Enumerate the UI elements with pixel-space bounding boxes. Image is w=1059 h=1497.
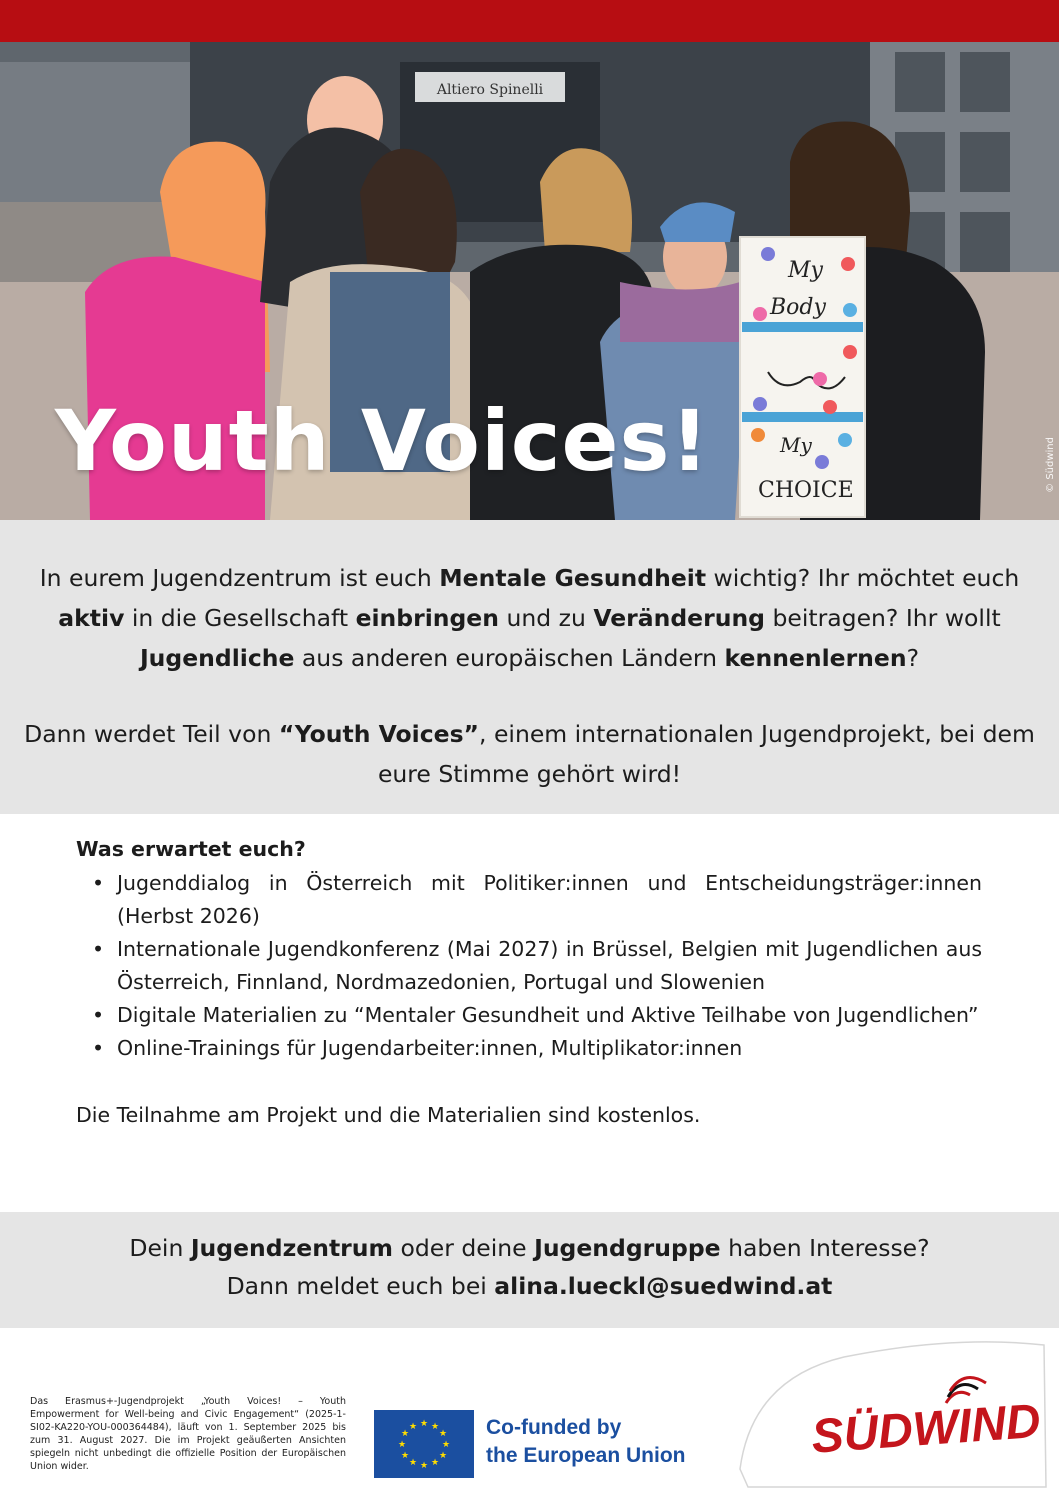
list-item: • Digitale Materialien zu “Mentaler Gesundheit und Aktive Teilhabe von Jugendlichen” bbox=[76, 999, 982, 1032]
intro-text: , einem internationalen Jugendprojekt, bei dem eure Stimme gehört wird! bbox=[377, 720, 1035, 788]
intro-bold: einbringen bbox=[355, 604, 499, 632]
hero-photo bbox=[0, 42, 1059, 520]
contact-bold: Jugendzentrum bbox=[190, 1234, 393, 1262]
intro-bold: aktiv bbox=[58, 604, 125, 632]
intro-bold: Veränderung bbox=[593, 604, 765, 632]
eu-text-line-1: Co-funded by bbox=[486, 1416, 622, 1439]
expectations-list bbox=[76, 867, 982, 1065]
svg-text:★: ★ bbox=[400, 1451, 410, 1461]
list-item: • Online-Trainings für Jugendarbeiter:innen, Multiplikator:innen bbox=[76, 1032, 982, 1065]
svg-text:★: ★ bbox=[400, 1429, 410, 1439]
list-item: • Jugenddialog in Österreich mit Politiker:innen und Entscheidungsträger:innen (Herbst 2026) bbox=[76, 867, 982, 933]
sign-text-my: My bbox=[788, 258, 823, 283]
suedwind-logo bbox=[734, 1339, 1048, 1489]
expectations-heading: Was erwartet euch? bbox=[76, 837, 306, 861]
intro-text: wichtig? Ihr möchtet euch bbox=[706, 564, 1020, 592]
contact-line-1 bbox=[0, 1229, 1059, 1267]
eu-flag-icon bbox=[374, 1410, 474, 1478]
intro-paragraph-1 bbox=[20, 520, 1040, 678]
svg-text:★: ★ bbox=[441, 1440, 451, 1450]
expectations-section bbox=[76, 833, 982, 1132]
contact-email-link[interactable]: alina.lueckl@suedwind.at bbox=[494, 1272, 833, 1300]
contact-panel bbox=[0, 1212, 1059, 1328]
list-item: • Internationale Jugendkonferenz (Mai 2027) in Brüssel, Belgien mit Jugendlichen aus Österreich, Finnland, Nordmazedonien, Portugal und Slowenien bbox=[76, 933, 982, 999]
svg-text:★: ★ bbox=[419, 1461, 429, 1471]
intro-text: und zu bbox=[498, 604, 594, 632]
intro-paragraph-2 bbox=[20, 678, 1040, 794]
hero-title: Youth Voices! bbox=[55, 392, 710, 490]
contact-text: haben Interesse? bbox=[720, 1234, 930, 1262]
svg-text:★: ★ bbox=[430, 1458, 440, 1468]
intro-bold: Mentale Gesundheit bbox=[439, 564, 707, 592]
sign-text-my-2: My bbox=[780, 433, 812, 457]
intro-bold: Jugendliche bbox=[139, 644, 295, 672]
contact-bold: Jugendgruppe bbox=[534, 1234, 721, 1262]
svg-text:★: ★ bbox=[419, 1419, 429, 1429]
svg-text:★: ★ bbox=[430, 1422, 440, 1432]
sign-text-choice: CHOICE bbox=[758, 478, 854, 503]
svg-text:★: ★ bbox=[438, 1451, 448, 1461]
contact-line-2 bbox=[0, 1267, 1059, 1305]
photo-credit: © Südwind bbox=[1045, 437, 1056, 493]
svg-text:★: ★ bbox=[408, 1422, 418, 1432]
svg-text:★: ★ bbox=[397, 1440, 407, 1450]
svg-text:SÜDWIND: SÜDWIND bbox=[809, 1394, 1043, 1464]
eu-cofunded-text bbox=[486, 1414, 686, 1470]
contact-text: Dann meldet euch bei bbox=[226, 1272, 495, 1300]
building-sign: Altiero Spinelli bbox=[436, 82, 544, 98]
svg-text:★: ★ bbox=[408, 1458, 418, 1468]
svg-text:★: ★ bbox=[438, 1429, 448, 1439]
intro-text: Dann werdet Teil von bbox=[24, 720, 279, 748]
intro-bold: “Youth Voices” bbox=[278, 720, 480, 748]
intro-text: aus anderen europäischen Ländern bbox=[294, 644, 725, 672]
intro-text: ? bbox=[906, 644, 920, 672]
free-participation-note: Die Teilnahme am Projekt und die Materialien sind kostenlos. bbox=[76, 1103, 701, 1127]
top-red-bar bbox=[0, 0, 1059, 42]
eu-text-line-2: the European Union bbox=[486, 1444, 686, 1467]
contact-text: oder deine bbox=[392, 1234, 535, 1262]
contact-text: Dein bbox=[129, 1234, 191, 1262]
intro-panel bbox=[0, 520, 1059, 814]
intro-text: beitragen? Ihr wollt bbox=[765, 604, 1001, 632]
intro-text: in die Gesellschaft bbox=[124, 604, 356, 632]
funding-disclaimer: Das Erasmus+-Jugendprojekt „Youth Voices! – Youth Empowerment for Well-being and Civic Engagement“ (2025-1-SI02-KA220-YOU-000364484), läuft von 1. September 2025 bis zum 31. August 2027. Die im Projekt geäußerten Ansichten spiegeln nicht unbedingt die offizielle Position der Europäischen Union wider. bbox=[30, 1396, 346, 1472]
intro-text: In eurem Jugendzentrum ist euch bbox=[39, 564, 440, 592]
sign-text-body: Body bbox=[770, 295, 826, 320]
intro-bold: kennenlernen bbox=[724, 644, 907, 672]
